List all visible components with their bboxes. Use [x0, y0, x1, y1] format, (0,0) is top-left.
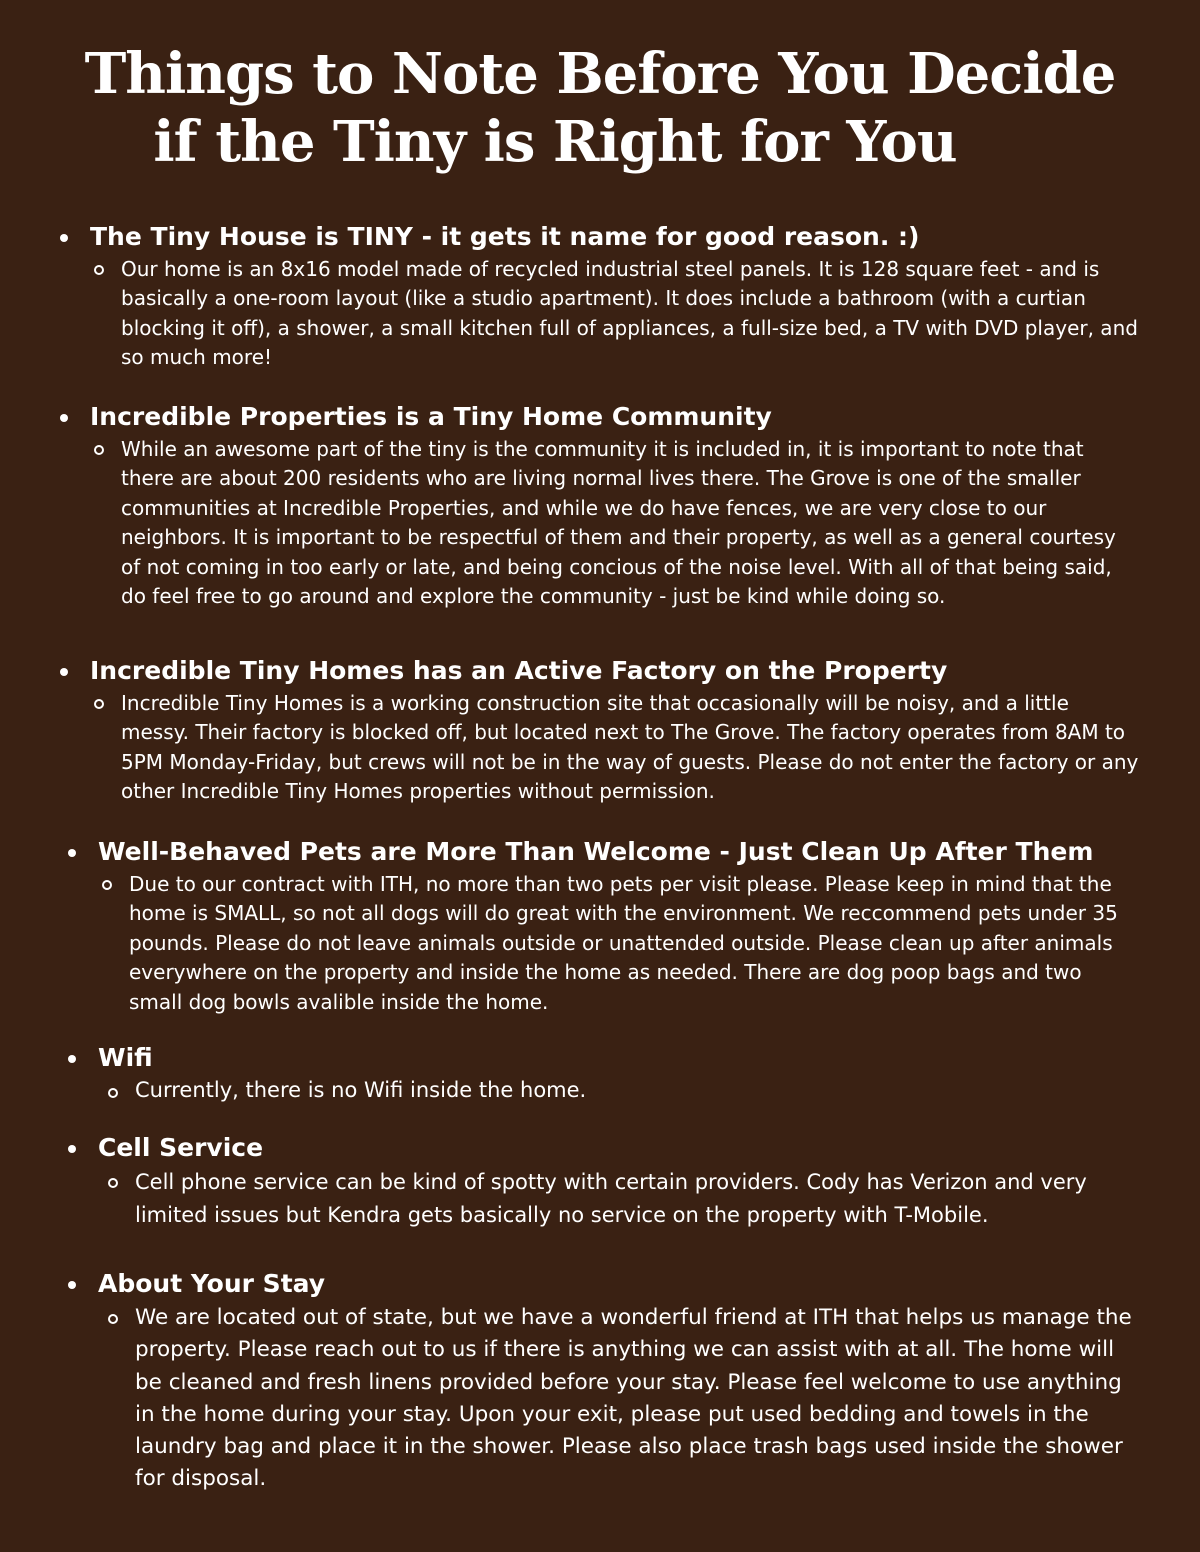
- section-text: Cell phone service can be kind of spotty with certain providers. Cody has Verizon and very limited issues but Kendra gets basically no service on the property with T-Mobile.: [68, 1166, 1148, 1232]
- section-factory: [60, 655, 1140, 807]
- section-heading: Incredible Properties is a Tiny Home Community: [60, 401, 1140, 433]
- section-heading: Well-Behaved Pets are More Than Welcome - Just Clean Up After Them: [68, 836, 1140, 868]
- section-heading: Cell Service: [68, 1132, 1148, 1164]
- section-text: Currently, there is no Wifi inside the home.: [68, 1076, 1140, 1105]
- section-heading: Wifi: [68, 1042, 1140, 1074]
- section-community: [60, 401, 1140, 611]
- section-tiny-house: [60, 221, 1140, 373]
- title-line-2: if the Tiny is Right for You: [153, 109, 957, 175]
- section-heading: About Your Stay: [68, 1268, 1140, 1300]
- section-pets: [68, 836, 1140, 1017]
- section-text: Incredible Tiny Homes is a working construction site that occasionally will be noisy, and a little messy. Their factory is blocked off, but located next to The Grove. The factory operates from 8AM to 5PM Monday-Friday, but crews will not be in the way of guests. Please do not enter the factory or any other Incredible Tiny Homes properties without permission.: [60, 689, 1140, 807]
- section-wifi: [68, 1042, 1140, 1105]
- section-text: Due to our contract with ITH, no more than two pets per visit please. Please keep in mind that the home is SMALL, so not all dogs will do great with the environment. We reccommend pets under 35 pounds. Please do not leave animals outside or unattended outside. Please clean up after animals everywhere on the property and inside the home as needed. There are dog poop bags and two small dog bowls avalible inside the home.: [68, 870, 1140, 1017]
- page-title: [0, 40, 1200, 176]
- section-text: Our home is an 8x16 model made of recycled industrial steel panels. It is 128 square feet - and is basically a one-room layout (like a studio apartment). It does include a bathroom (with a curtian blocking it off), a shower, a small kitchen full of appliances, a full-size bed, a TV with DVD player, and so much more!: [60, 255, 1140, 373]
- title-line-1: Things to Note Before You Decide: [84, 41, 1116, 107]
- section-cell-service: [68, 1132, 1148, 1232]
- section-heading: Incredible Tiny Homes has an Active Factory on the Property: [60, 655, 1140, 687]
- section-heading: The Tiny House is TINY - it gets it name for good reason. :): [60, 221, 1140, 253]
- section-text: We are located out of state, but we have a wonderful friend at ITH that helps us manage the property. Please reach out to us if there is anything we can assist with at all. The home will be cleaned and fresh linens provided before your stay. Please feel welcome to use anything in the home during your stay. Upon your exit, please put used bedding and towels in the laundry bag and place it in the shower. Please also place trash bags used inside the shower for disposal.: [68, 1302, 1140, 1496]
- section-about-your-stay: [68, 1268, 1140, 1496]
- section-text: While an awesome part of the tiny is the community it is included in, it is important to note that there are about 200 residents who are living normal lives there. The Grove is one of the smaller communities at Incredible Properties, and while we do have fences, we are very close to our neighbors. It is important to be respectful of them and their property, as well as a general courtesy of not coming in too early or late, and being concious of the noise level. With all of that being said, do feel free to go around and explore the community - just be kind while doing so.: [60, 435, 1140, 611]
